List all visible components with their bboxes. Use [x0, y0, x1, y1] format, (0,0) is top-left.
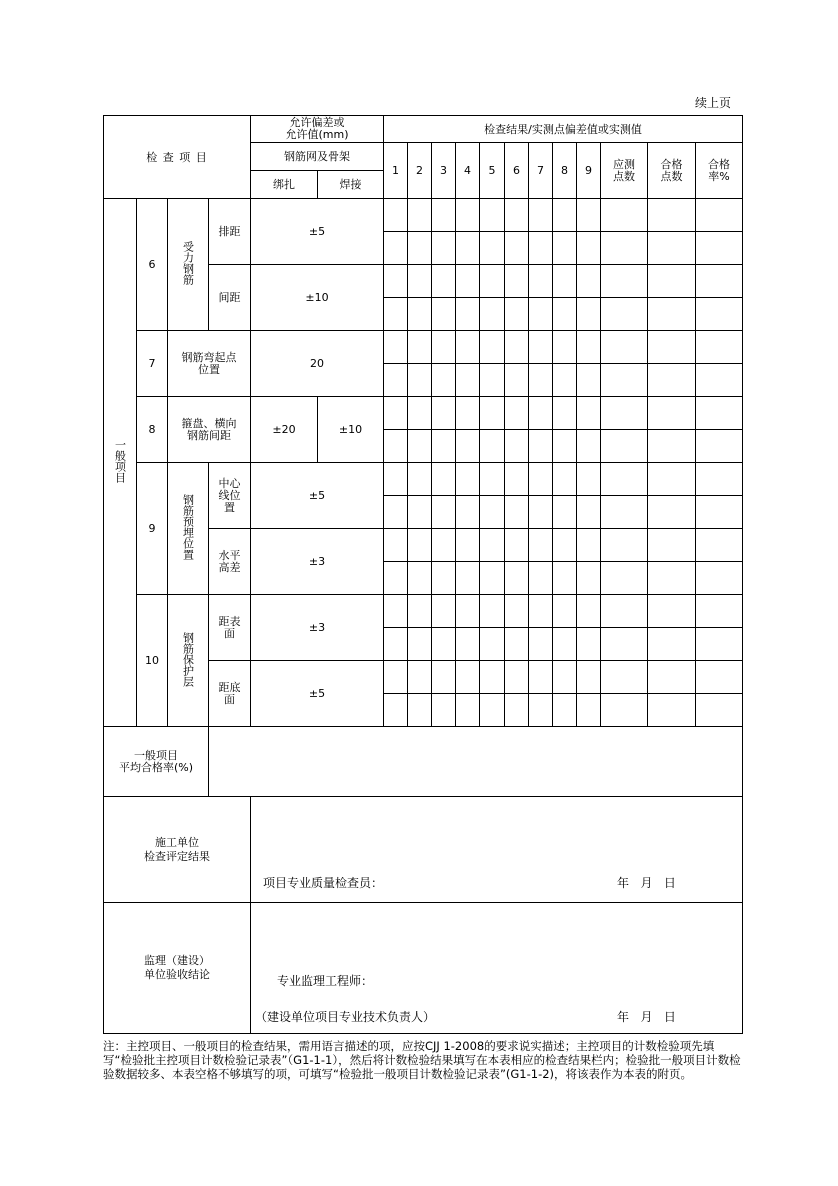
result-cell[interactable]: [432, 562, 456, 595]
result-cell[interactable]: [553, 430, 577, 463]
result-cell[interactable]: [529, 661, 553, 694]
result-cell[interactable]: [696, 463, 743, 496]
result-cell[interactable]: [456, 364, 480, 397]
weld-header: 焊接: [318, 171, 384, 199]
result-cell[interactable]: [553, 199, 577, 232]
result-cell[interactable]: [553, 661, 577, 694]
result-cell[interactable]: [480, 694, 505, 727]
tolerance-value: ±5: [251, 463, 384, 529]
results-header: 检查结果/实测点偏差值或实测值: [384, 116, 743, 143]
result-cell[interactable]: [480, 199, 505, 232]
result-cell[interactable]: [505, 364, 529, 397]
result-cell[interactable]: [696, 562, 743, 595]
item-no: 7: [137, 331, 168, 397]
point-header-7: 7: [529, 143, 553, 199]
result-cell[interactable]: [408, 496, 432, 529]
inspector-label: 项目专业质量检查员：: [263, 876, 384, 890]
result-cell[interactable]: [648, 199, 696, 232]
result-cell[interactable]: [384, 628, 408, 661]
result-cell[interactable]: [456, 496, 480, 529]
category-general-items: 一般项目: [104, 199, 137, 727]
mesh-header: 钢筋网及骨架: [251, 143, 384, 171]
qualified-rate-header: 合格 率%: [696, 143, 743, 199]
point-header-2: 2: [408, 143, 432, 199]
result-cell[interactable]: [577, 298, 601, 331]
result-cell[interactable]: [505, 562, 529, 595]
result-cell[interactable]: [553, 463, 577, 496]
result-cell[interactable]: [648, 430, 696, 463]
table-row: [104, 727, 743, 797]
tolerance-weld-value: ±10: [318, 397, 384, 463]
result-cell[interactable]: [456, 298, 480, 331]
result-cell[interactable]: [456, 199, 480, 232]
item-no: 6: [137, 199, 168, 331]
result-cell[interactable]: [432, 661, 456, 694]
result-cell[interactable]: [456, 529, 480, 562]
result-cell[interactable]: [384, 595, 408, 628]
result-cell[interactable]: [577, 397, 601, 430]
result-cell[interactable]: [529, 298, 553, 331]
result-cell[interactable]: [505, 430, 529, 463]
supervision-result-area[interactable]: [251, 903, 743, 1034]
result-cell[interactable]: [577, 265, 601, 298]
result-cell[interactable]: [505, 199, 529, 232]
result-cell[interactable]: [456, 562, 480, 595]
table-row: [104, 595, 743, 628]
result-cell[interactable]: [456, 331, 480, 364]
result-cell[interactable]: [648, 265, 696, 298]
tie-header: 绑扎: [251, 171, 318, 199]
result-cell[interactable]: [432, 265, 456, 298]
result-cell[interactable]: [384, 232, 408, 265]
point-header-5: 5: [480, 143, 505, 199]
result-cell[interactable]: [553, 232, 577, 265]
result-cell[interactable]: [696, 298, 743, 331]
item-no: 8: [137, 397, 168, 463]
result-cell[interactable]: [696, 397, 743, 430]
result-cell[interactable]: [529, 331, 553, 364]
supervision-date: 年 月 日: [617, 1010, 676, 1024]
result-cell[interactable]: [480, 628, 505, 661]
result-cell[interactable]: [480, 661, 505, 694]
result-cell[interactable]: [577, 463, 601, 496]
result-cell[interactable]: [601, 265, 648, 298]
result-cell[interactable]: [696, 430, 743, 463]
result-cell[interactable]: [577, 562, 601, 595]
result-cell[interactable]: [696, 595, 743, 628]
result-cell[interactable]: [529, 430, 553, 463]
point-header-1: 1: [384, 143, 408, 199]
result-cell[interactable]: [456, 694, 480, 727]
result-cell[interactable]: [384, 694, 408, 727]
result-cell[interactable]: [505, 529, 529, 562]
result-cell[interactable]: [456, 265, 480, 298]
result-cell[interactable]: [480, 562, 505, 595]
result-cell[interactable]: [553, 331, 577, 364]
result-cell[interactable]: [432, 232, 456, 265]
result-cell[interactable]: [577, 628, 601, 661]
result-cell[interactable]: [553, 397, 577, 430]
footnote: 注：主控项目、一般项目的检查结果，需用语言描述的项，应按CJJ 1-2008的要求说实描述；主控项目的计数检验项先填写“检验批主控项目计数检验记录表”（G1-1-1），然后将计数检验结果填写在本表相应的检查结果栏内；检验批一般项目计数检验数据较多、本表空格不够填写的项，可填写“检验批一般项目计数检验记录表”(G1-1-2)，将该表作为本表的附页。: [103, 1039, 741, 1081]
result-cell[interactable]: [601, 331, 648, 364]
result-cell[interactable]: [505, 496, 529, 529]
result-cell[interactable]: [577, 232, 601, 265]
result-cell[interactable]: [408, 331, 432, 364]
result-cell[interactable]: [432, 298, 456, 331]
construction-result-area[interactable]: [251, 797, 743, 903]
result-cell[interactable]: [505, 463, 529, 496]
result-cell[interactable]: [480, 265, 505, 298]
result-cell[interactable]: [384, 364, 408, 397]
point-header-8: 8: [553, 143, 577, 199]
result-cell[interactable]: [529, 463, 553, 496]
result-cell[interactable]: [601, 463, 648, 496]
result-cell[interactable]: [601, 529, 648, 562]
result-cell[interactable]: [601, 397, 648, 430]
continue-label: 续上页: [695, 96, 732, 110]
result-cell[interactable]: [408, 529, 432, 562]
result-cell[interactable]: [648, 661, 696, 694]
avg-rate-label: 一般项目 平均合格率(%): [104, 727, 209, 797]
item-name: 钢筋预埋位置: [168, 463, 209, 595]
item-name: 钢筋弯起点 位置: [168, 331, 251, 397]
result-cell[interactable]: [456, 232, 480, 265]
tolerance-value: ±5: [251, 661, 384, 727]
result-cell[interactable]: [408, 628, 432, 661]
result-cell[interactable]: [384, 463, 408, 496]
result-cell[interactable]: [480, 232, 505, 265]
item-name: 钢筋保护层: [168, 595, 209, 727]
result-cell[interactable]: [648, 562, 696, 595]
result-cell[interactable]: [505, 298, 529, 331]
result-cell[interactable]: [408, 661, 432, 694]
result-cell[interactable]: [529, 595, 553, 628]
result-cell[interactable]: [432, 694, 456, 727]
sub-item-label: 排距: [209, 199, 251, 265]
result-cell[interactable]: [456, 397, 480, 430]
result-cell[interactable]: [577, 694, 601, 727]
result-cell[interactable]: [696, 628, 743, 661]
table-row: [104, 463, 743, 496]
result-cell[interactable]: [456, 463, 480, 496]
result-cell[interactable]: [553, 265, 577, 298]
qualified-points-header: 合格 点数: [648, 143, 696, 199]
tolerance-value: ±10: [251, 265, 384, 331]
result-cell[interactable]: [384, 562, 408, 595]
result-cell[interactable]: [505, 397, 529, 430]
result-cell[interactable]: [432, 628, 456, 661]
result-cell[interactable]: [529, 364, 553, 397]
result-cell[interactable]: [408, 397, 432, 430]
tolerance-header: 允许偏差或 允许值(mm): [251, 116, 384, 143]
result-cell[interactable]: [696, 661, 743, 694]
result-cell[interactable]: [648, 331, 696, 364]
item-no: 9: [137, 463, 168, 595]
tolerance-value: ±5: [251, 199, 384, 265]
result-cell[interactable]: [480, 397, 505, 430]
result-cell[interactable]: [384, 496, 408, 529]
result-cell[interactable]: [648, 529, 696, 562]
result-cell[interactable]: [577, 529, 601, 562]
result-cell[interactable]: [505, 595, 529, 628]
point-header-3: 3: [432, 143, 456, 199]
result-cell[interactable]: [432, 496, 456, 529]
result-cell[interactable]: [456, 661, 480, 694]
result-cell[interactable]: [577, 595, 601, 628]
result-cell[interactable]: [648, 694, 696, 727]
engineer-label: 专业监理工程师：: [277, 974, 374, 988]
result-cell[interactable]: [408, 364, 432, 397]
table-row: [104, 199, 743, 232]
result-cell[interactable]: [480, 595, 505, 628]
sub-item-label: 中心 线位 置: [209, 463, 251, 529]
result-cell[interactable]: [529, 628, 553, 661]
result-cell[interactable]: [408, 199, 432, 232]
result-cell[interactable]: [480, 496, 505, 529]
result-cell[interactable]: [648, 397, 696, 430]
result-cell[interactable]: [505, 661, 529, 694]
result-cell[interactable]: [553, 628, 577, 661]
result-cell[interactable]: [553, 562, 577, 595]
result-cell[interactable]: [553, 496, 577, 529]
result-cell[interactable]: [384, 661, 408, 694]
result-cell[interactable]: [648, 496, 696, 529]
result-cell[interactable]: [553, 595, 577, 628]
result-cell[interactable]: [408, 430, 432, 463]
construction-label: 施工单位 检查评定结果: [104, 797, 251, 903]
result-cell[interactable]: [601, 562, 648, 595]
result-cell[interactable]: [384, 397, 408, 430]
item-name: 受力钢筋: [168, 199, 209, 331]
tolerance-value: ±3: [251, 529, 384, 595]
result-cell[interactable]: [648, 595, 696, 628]
result-cell[interactable]: [408, 694, 432, 727]
result-cell[interactable]: [456, 430, 480, 463]
result-cell[interactable]: [648, 463, 696, 496]
result-cell[interactable]: [553, 529, 577, 562]
result-cell[interactable]: [529, 199, 553, 232]
result-cell[interactable]: [529, 529, 553, 562]
result-cell[interactable]: [529, 265, 553, 298]
result-cell[interactable]: [648, 298, 696, 331]
table-row: [104, 797, 743, 903]
result-cell[interactable]: [505, 694, 529, 727]
result-cell[interactable]: [432, 331, 456, 364]
sub-item-label: 间距: [209, 265, 251, 331]
result-cell[interactable]: [384, 265, 408, 298]
result-cell[interactable]: [505, 628, 529, 661]
result-cell[interactable]: [601, 232, 648, 265]
result-cell[interactable]: [480, 430, 505, 463]
result-cell[interactable]: [529, 694, 553, 727]
result-cell[interactable]: [408, 595, 432, 628]
result-cell[interactable]: [432, 397, 456, 430]
result-cell[interactable]: [480, 331, 505, 364]
result-cell[interactable]: [648, 628, 696, 661]
sub-item-label: 水平 高差: [209, 529, 251, 595]
result-cell[interactable]: [529, 562, 553, 595]
result-cell[interactable]: [601, 661, 648, 694]
result-cell[interactable]: [577, 331, 601, 364]
result-cell[interactable]: [601, 199, 648, 232]
result-cell[interactable]: [577, 199, 601, 232]
result-cell[interactable]: [384, 331, 408, 364]
result-cell[interactable]: [456, 595, 480, 628]
result-cell[interactable]: [577, 364, 601, 397]
result-cell[interactable]: [601, 364, 648, 397]
result-cell[interactable]: [553, 694, 577, 727]
result-cell[interactable]: [408, 562, 432, 595]
result-cell[interactable]: [601, 694, 648, 727]
table-row: [104, 903, 743, 1034]
result-cell[interactable]: [432, 199, 456, 232]
result-cell[interactable]: [577, 430, 601, 463]
result-cell[interactable]: [553, 364, 577, 397]
item-header: 检 查 项 目: [104, 116, 251, 199]
result-cell[interactable]: [384, 529, 408, 562]
result-cell[interactable]: [408, 232, 432, 265]
result-cell[interactable]: [432, 463, 456, 496]
result-cell[interactable]: [696, 331, 743, 364]
result-cell[interactable]: [408, 463, 432, 496]
result-cell[interactable]: [577, 496, 601, 529]
tolerance-value: 20: [251, 331, 384, 397]
result-cell[interactable]: [384, 199, 408, 232]
result-cell[interactable]: [384, 298, 408, 331]
result-cell[interactable]: [480, 298, 505, 331]
result-cell[interactable]: [696, 529, 743, 562]
result-cell[interactable]: [696, 364, 743, 397]
tolerance-tie-value: ±20: [251, 397, 318, 463]
result-cell[interactable]: [601, 628, 648, 661]
point-header-4: 4: [456, 143, 480, 199]
supervision-label: 监理（建设） 单位验收结论: [104, 903, 251, 1034]
result-cell[interactable]: [456, 628, 480, 661]
result-cell[interactable]: [432, 529, 456, 562]
should-measure-header: 应测 点数: [601, 143, 648, 199]
item-name: 箍盘、横向 钢筋间距: [168, 397, 251, 463]
result-cell[interactable]: [505, 265, 529, 298]
owner-label: （建设单位项目专业技术负责人）: [255, 1010, 436, 1024]
construction-date: 年 月 日: [617, 876, 676, 890]
result-cell[interactable]: [505, 331, 529, 364]
result-cell[interactable]: [696, 232, 743, 265]
avg-rate-value[interactable]: [209, 727, 743, 797]
result-cell[interactable]: [505, 232, 529, 265]
result-cell[interactable]: [529, 232, 553, 265]
result-cell[interactable]: [696, 496, 743, 529]
result-cell[interactable]: [432, 595, 456, 628]
result-cell[interactable]: [529, 397, 553, 430]
result-cell[interactable]: [577, 661, 601, 694]
result-cell[interactable]: [480, 364, 505, 397]
result-cell[interactable]: [384, 430, 408, 463]
result-cell[interactable]: [432, 430, 456, 463]
item-no: 10: [137, 595, 168, 727]
table-row: [104, 397, 743, 430]
sub-item-label: 距表 面: [209, 595, 251, 661]
result-cell[interactable]: [432, 364, 456, 397]
result-cell[interactable]: [480, 463, 505, 496]
result-cell[interactable]: [601, 496, 648, 529]
result-cell[interactable]: [601, 430, 648, 463]
result-cell[interactable]: [529, 496, 553, 529]
point-header-9: 9: [577, 143, 601, 199]
result-cell[interactable]: [696, 199, 743, 232]
result-cell[interactable]: [408, 265, 432, 298]
result-cell[interactable]: [480, 529, 505, 562]
point-header-6: 6: [505, 143, 529, 199]
inspection-table: [103, 115, 743, 1034]
result-cell[interactable]: [408, 298, 432, 331]
result-cell[interactable]: [648, 364, 696, 397]
sub-item-label: 距底 面: [209, 661, 251, 727]
result-cell[interactable]: [648, 232, 696, 265]
result-cell[interactable]: [601, 595, 648, 628]
tolerance-value: ±3: [251, 595, 384, 661]
result-cell[interactable]: [601, 298, 648, 331]
result-cell[interactable]: [696, 694, 743, 727]
table-row: [104, 116, 743, 143]
result-cell[interactable]: [553, 298, 577, 331]
result-cell[interactable]: [696, 265, 743, 298]
table-row: [104, 331, 743, 364]
